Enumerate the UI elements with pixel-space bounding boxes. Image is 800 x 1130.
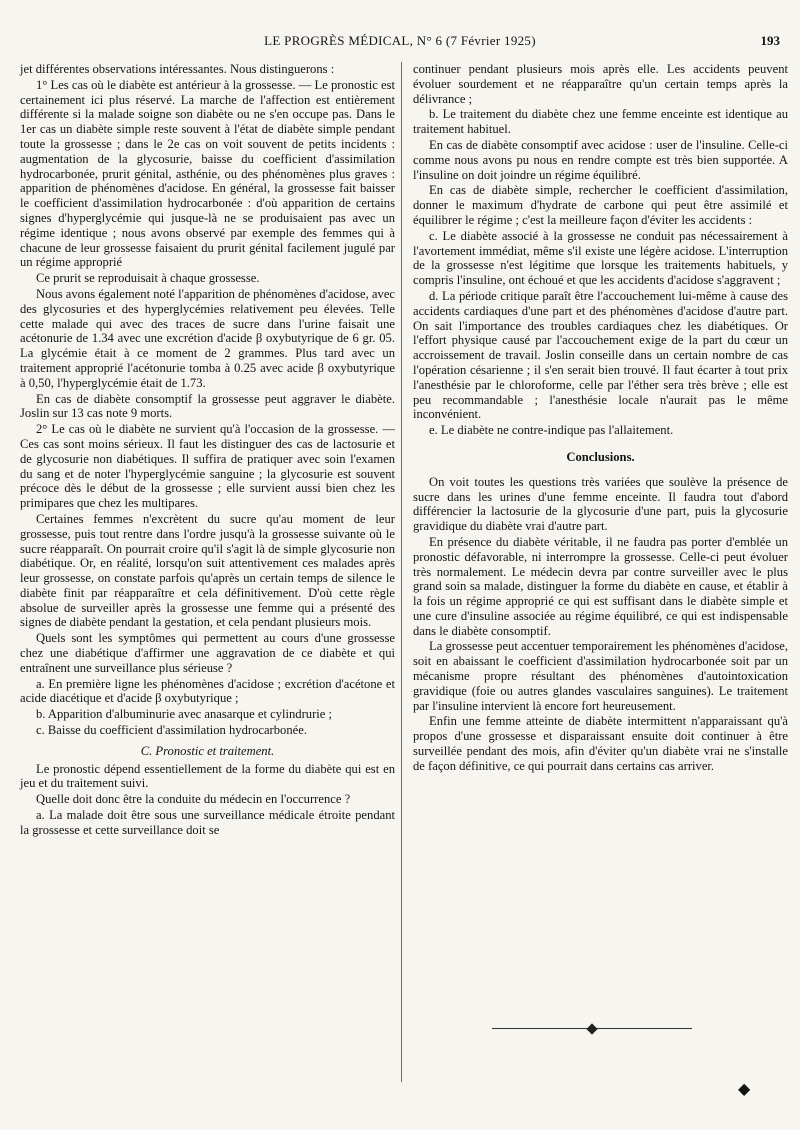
paragraph: Enfin une femme atteinte de diabète intermittent n'apparaissant qu'à propos d'une grossesse et disparaissant ensuite doit continuer à être surveillée pendant des mois, afin d'éviter qu'un diabète vrai ne s'installe de façon définitive, ce qui pourrait dans certains cas arriver. <box>413 714 788 773</box>
column-divider <box>401 62 402 1082</box>
paragraph: Certaines femmes n'excrètent du sucre qu'au moment de leur grossesse, puis tout rentre dans l'ordre jusqu'à la grossesse suivante où le sucre réapparaît. On pourrait croire qu'il s'agit là de simple glycosurie non diabétique. Or, en réalité, lorsqu'on suit attentivement ces malades après leur grossesse, on constate parfois qu'après un certain temps de silence le diabète finit par réapparaître et cela définitivement. D'où cette règle absolue de surveiller après la grossesse une femme qui a présenté des signes de diabète pendant la gestation, et cela pendant plusieurs mois. <box>20 511 395 630</box>
paragraph: Quelle doit donc être la conduite du médecin en l'occurrence ? <box>36 792 351 807</box>
list-item: c. Baisse du coefficient d'assimilation hydrocarbonée. <box>36 723 307 738</box>
list-item: b. Le traitement du diabète chez une femme enceinte est identique au traitement habituel. <box>413 107 788 137</box>
list-item: d. La période critique paraît être l'accouchement lui-même à cause des accidents cardiaques d'une part et des phénomènes d'acidose d'autre part. On sait l'importance des troubles cardiaques chez les diabétiques. Or l'effort physique causé par l'accouchement exige de la part du cœur un accroissement de travail. Joslin conseille dans un certain nombre de cas l'opération césarienne ; il s'en serait bien trouvé. Il faut écarter à tout prix l'anesthésie par le chloroforme, celle par l'éther sera très brève ; elle est peu recommandable ; l'anesthésie locale n'aurait pas le même inconvénient. <box>413 288 788 422</box>
paragraph: En cas de diabète simple, rechercher le coefficient d'assimilation, donner le maximum d'hydrate de carbone qui peut être assimilé et équilibrer le régime ; c'est la meilleure façon d'éviter les accidents : <box>413 183 788 227</box>
left-column <box>20 62 395 839</box>
list-item: e. Le diabète ne contre-indique pas l'allaitement. <box>429 423 674 438</box>
paragraph: continuer pendant plusieurs mois après elle. Les accidents peuvent évoluer sourdement et ne réapparaître qu'un certain temps après la délivrance ; <box>413 62 788 106</box>
right-column <box>413 62 788 775</box>
paragraph: La grossesse peut accentuer temporairement les phénomènes d'acidose, soit en abaissant le coefficient d'assimilation hydrocarbonée soit par un mécanisme propre résultant des phénomènes d'autointoxication gravidique (foie ou autres glandes vasculaires sanguines). Le traitement par l'insuline intervient là encore fort heureusement. <box>413 639 788 713</box>
list-item: b. Apparition d'albuminurie avec anasarque et cylindrurie ; <box>36 707 333 722</box>
paragraph: En cas de diabète consomptif la grossesse peut aggraver le diabète. Joslin sur 13 cas note 9 morts. <box>20 391 395 421</box>
paragraph: Ce prurit se reproduisait à chaque grossesse. <box>36 271 260 286</box>
list-item: c. Le diabète associé à la grossesse ne conduit pas nécessairement à l'avortement immédiat, même s'il existe une légère acidose. L'interruption de la grossesse n'est légitime que lorsque les traitements habituels, y compris l'insuline, ont échoué et que les accidents d'acidose s'aggravent ; <box>413 228 788 288</box>
page-number: 193 <box>760 33 780 48</box>
paragraph: Quels sont les symptômes qui permettent au cours d'une grossesse chez une diabétique d'affirmer une aggravation de ce diabète et qui entraînent une surveillance plus sérieuse ? <box>20 631 395 675</box>
paragraph: En présence du diabète véritable, il ne faudra pas porter d'emblée un pronostic défavorable, ni interrompre la grossesse. Celle-ci peut évoluer très normalement. Le médecin devra par contre surveiller avec le plus grand soin sa malade, distinguer la forme du diabète en cause, et établir à la fois un régime approprié ce qui est suffisant dans le diabète simple et une cure d'insuline associée au régime équilibré, ce qui est indispensable dans le diabète consomptif. <box>413 534 788 638</box>
running-title: LE PROGRÈS MÉDICAL, N° 6 (7 Février 1925) <box>264 33 536 48</box>
paragraph: Nous avons également noté l'apparition de phénomènes d'acidose, avec des glycosuries et des hyperglycémies relativement peu élevées. Telle cette malade qui avec des traces de sucre dans l'urine faisait une acétonurie de 1.34 avec une excrétion d'acide β oxybutyrique de 6 gr. 05. La glycémie était à ce moment de 2 grammes. Plus tard avec un traitement approprié l'acétonurie tomba à 0.25 avec acide β oxybutyrique à 0,50, l'hyperglycémie était de 1.73. <box>20 286 395 390</box>
paragraph: On voit toutes les questions très variées que soulève la présence de sucre dans les urines d'une femme enceinte. Il faudra tout d'abord différencier la lactosurie de la glycosurie d'une part, puis la glycosurie gravidique du diabète vrai d'autre part. <box>413 474 788 534</box>
list-item: a. La malade doit être sous une surveillance médicale étroite pendant la grossesse et cette surveillance doit se <box>20 808 395 837</box>
section-end-ornament <box>492 1022 692 1036</box>
paragraph: Le pronostic dépend essentiellement de la forme du diabète qui est en jeu et du traitement suivi. <box>20 761 395 791</box>
conclusions-heading: Conclusions. <box>566 449 635 464</box>
ornament-dot-icon <box>586 1023 597 1034</box>
paragraph: jet différentes observations intéressantes. Nous distinguerons : <box>20 62 335 76</box>
diamond-icon: ◆ <box>738 1081 751 1098</box>
section-heading: C. Pronostic et traitement. <box>140 743 275 758</box>
list-item: a. En première ligne les phénomènes d'acidose ; excrétion d'acétone et acide diacétique et d'acide β oxybutyrique ; <box>20 676 395 706</box>
paragraph: 1° Les cas où le diabète est antérieur à la grossesse. — Le pronostic est certainement ici plus réservé. La marche de l'affection est entièrement différente si la malade soigne son diabète ou ne s'en occupe pas. Dans le 1er cas un diabète simple reste souvent à l'état de diabète simple pendant toute la grossesse ; dans le 2e cas on voit souvent de petits incidents : augmentation de la glycosurie, baisse du coefficient d'assimilation hydrocarbonée, prurit génital, asthénie, ou des phénomènes plus graves : apparition de phénomènes d'acidose. En général, la grossesse fait baisser le coefficient d'assimilation hydrocarbonée : d'où apparition de certains signes d'hyperglycémie qui jusque-là ne se produisaient pas avec un régime identique ; nous avons observé par exemple des femmes qui à chacune de leur grossesse faisaient du prurit génital facilement jugulé par un régime approprié <box>20 77 395 270</box>
page-header <box>20 33 780 53</box>
paragraph: En cas de diabète consomptif avec acidose : user de l'insuline. Celle-ci comme nous avons pu nous en rendre compte est très bien supportée. A l'insuline on doit joindre un régime équilibré. <box>413 137 788 182</box>
paragraph: 2° Le cas où le diabète ne survient qu'à l'occasion de la grossesse. — Ces cas sont moins sérieux. Il faut les distinguer des cas de lactosurie et de glycosurie non diabétiques. Il suffira de pratiquer avec soin l'examen du sang et de noter l'hyperglycémie sanguine ; la glycosurie est souvent précoce dès le début de la grossesse ; elle survient aussi bien chez les primipares que chez les multipares. <box>20 422 395 511</box>
